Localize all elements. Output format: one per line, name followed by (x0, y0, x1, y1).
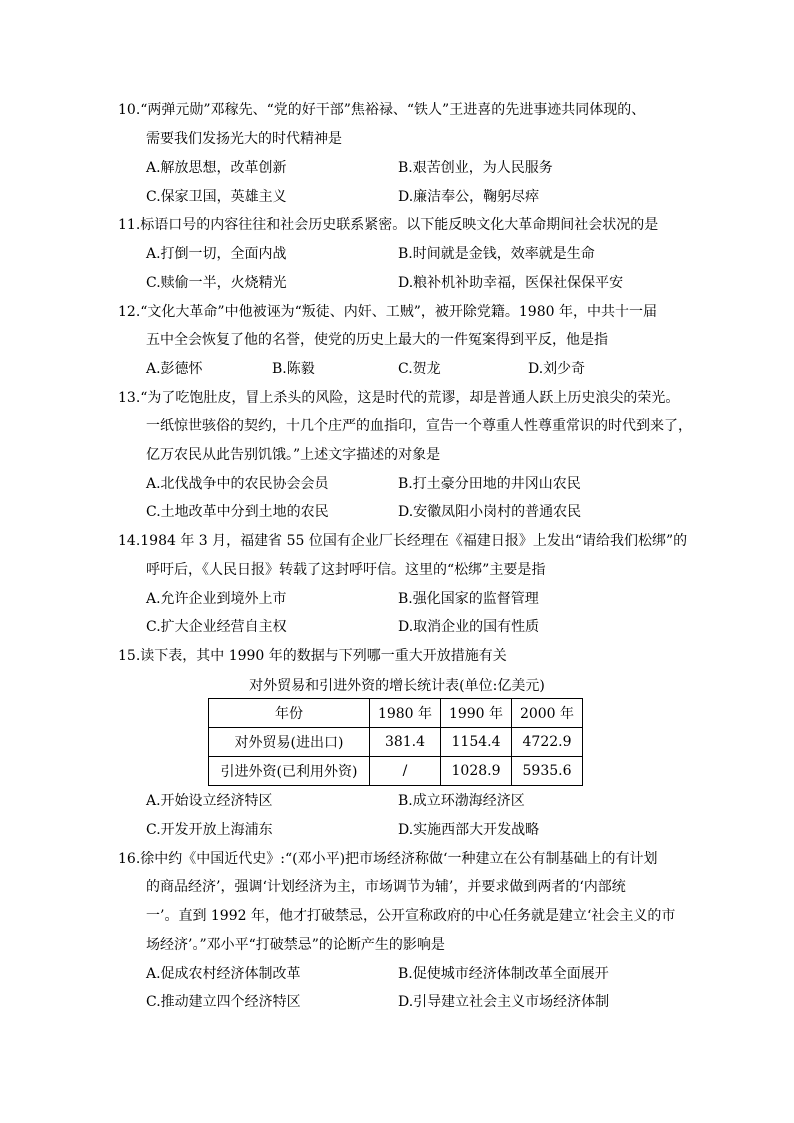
q10-option-b: B.艰苦创业，为人民服务 (398, 160, 553, 176)
q12-option-a: A.彭德怀 (146, 361, 203, 377)
table-row (209, 757, 583, 786)
table-cell: 4722.9 (512, 728, 583, 757)
q13-option-b: B.打土豪分田地的井冈山农民 (398, 476, 581, 492)
q14-stem-line1: 14.1984 年 3 月，福建省 55 位国有企业厂长经理在《福建日报》上发出“请给我们松绑”的 (118, 533, 688, 549)
q16-stem-line2: 的商品经济’，强调‘计划经济为主，市场调节为辅’，并要求做到两者的‘内部统 (146, 879, 626, 895)
q10-option-d: D.廉洁奉公，鞠躬尽瘁 (398, 189, 540, 205)
q14-option-c: C.扩大企业经营自主权 (146, 619, 287, 635)
q13-option-c: C.土地改革中分到土地的农民 (146, 504, 329, 520)
q10-option-a: A.解放思想，改革创新 (146, 160, 287, 176)
q13-stem-line1: 13.“为了吃饱肚皮，冒上杀头的风险，这是时代的荒谬，却是普通人跃上历史浪尖的荣光。 (118, 390, 680, 406)
q13-stem-line3: 亿万农民从此告别饥饿。”上述文字描述的对象是 (146, 447, 441, 463)
q15-trade-table (208, 698, 583, 786)
q10-stem-line1: 10.“两弹元勋”邓稼先、“党的好干部”焦裕禄、“铁人”王进喜的先进事迹共同体现的、 (118, 102, 646, 118)
q16-option-c: C.推动建立四个经济特区 (146, 994, 301, 1010)
q14-option-a: A.允许企业到境外上市 (146, 591, 287, 607)
table-cell: 1028.9 (441, 757, 512, 786)
table-row (209, 728, 583, 757)
table-cell: 1154.4 (441, 728, 512, 757)
q11-stem-line1: 11.标语口号的内容往往和社会历史联系紧密。以下能反映文化大革命期间社会状况的是 (118, 217, 659, 233)
table-cell: 5935.6 (512, 757, 583, 786)
table-cell: / (370, 757, 441, 786)
q12-stem-line1: 12.“文化大革命”中他被诬为“叛徒、内奸、工贼”，被开除党籍。1980 年，中共十一届 (118, 304, 657, 320)
q14-stem-line2: 呼吁后，《人民日报》转载了这封呼吁信。这里的“松绑”主要是指 (146, 562, 546, 578)
q16-option-a: A.促成农村经济体制改革 (146, 966, 301, 982)
table-header-cell: 年份 (209, 699, 370, 728)
q12-stem-line2: 五中全会恢复了他的名誉，使党的历史上最大的一件冤案得到平反，他是指 (146, 332, 608, 348)
q14-option-d: D.取消企业的国有性质 (398, 619, 540, 635)
q14-option-b: B.强化国家的监督管理 (398, 591, 539, 607)
table-header-row (209, 699, 583, 728)
table-cell: 引进外资(已利用外资) (209, 757, 370, 786)
q11-option-b: B.时间就是金钱，效率就是生命 (398, 246, 595, 262)
q12-option-d: D.刘少奇 (528, 361, 586, 377)
q15-option-a: A.开始设立经济特区 (146, 793, 273, 809)
q10-option-c: C.保家卫国，英雄主义 (146, 189, 287, 205)
q11-option-c: C.赎偷一半，火烧精光 (146, 275, 287, 291)
q13-stem-line2: 一纸惊世骇俗的契约，十几个庄严的血指印，宣告一个尊重人性尊重常识的时代到来了， (146, 418, 692, 434)
table-header-cell: 1990 年 (441, 699, 512, 728)
q15-option-c: C.开发开放上海浦东 (146, 822, 273, 838)
q12-option-b: B.陈毅 (272, 361, 315, 377)
q12-option-c: C.贺龙 (398, 361, 441, 377)
table-cell: 对外贸易(进出口) (209, 728, 370, 757)
q11-option-a: A.打倒一切，全面内战 (146, 246, 287, 262)
q11-option-d: D.粮补机补助幸福，医保社保保平安 (398, 275, 624, 291)
q13-option-a: A.北伐战争中的农民协会会员 (146, 476, 329, 492)
q15-option-d: D.实施西部大开发战略 (398, 822, 540, 838)
q16-option-b: B.促使城市经济体制改革全面展开 (398, 966, 609, 982)
q15-table-caption: 对外贸易和引进外资的增长统计表(单位:亿美元) (249, 678, 545, 694)
q10-stem-line2: 需要我们发扬光大的时代精神是 (146, 131, 342, 147)
q13-option-d: D.安徽凤阳小岗村的普通农民 (398, 504, 582, 520)
table-header-cell: 2000 年 (512, 699, 583, 728)
table-cell: 381.4 (370, 728, 441, 757)
q16-stem-line1: 16.徐中约《中国近代史》:“(邓小平)把市场经济称做‘一种建立在公有制基础上的有计划 (118, 851, 658, 867)
q15-option-b: B.成立环渤海经济区 (398, 793, 525, 809)
q16-stem-line3: 一’。直到 1992 年，他才打破禁忌，公开宣称政府的中心任务就是建立‘社会主义的市 (146, 908, 676, 924)
q16-option-d: D.引导建立社会主义市场经济体制 (398, 994, 610, 1010)
table-header-cell: 1980 年 (370, 699, 441, 728)
q16-stem-line4: 场经济’。”邓小平“打破禁忌”的论断产生的影响是 (146, 937, 445, 953)
q15-stem-line1: 15.读下表，其中 1990 年的数据与下列哪一重大开放措施有关 (118, 648, 507, 664)
